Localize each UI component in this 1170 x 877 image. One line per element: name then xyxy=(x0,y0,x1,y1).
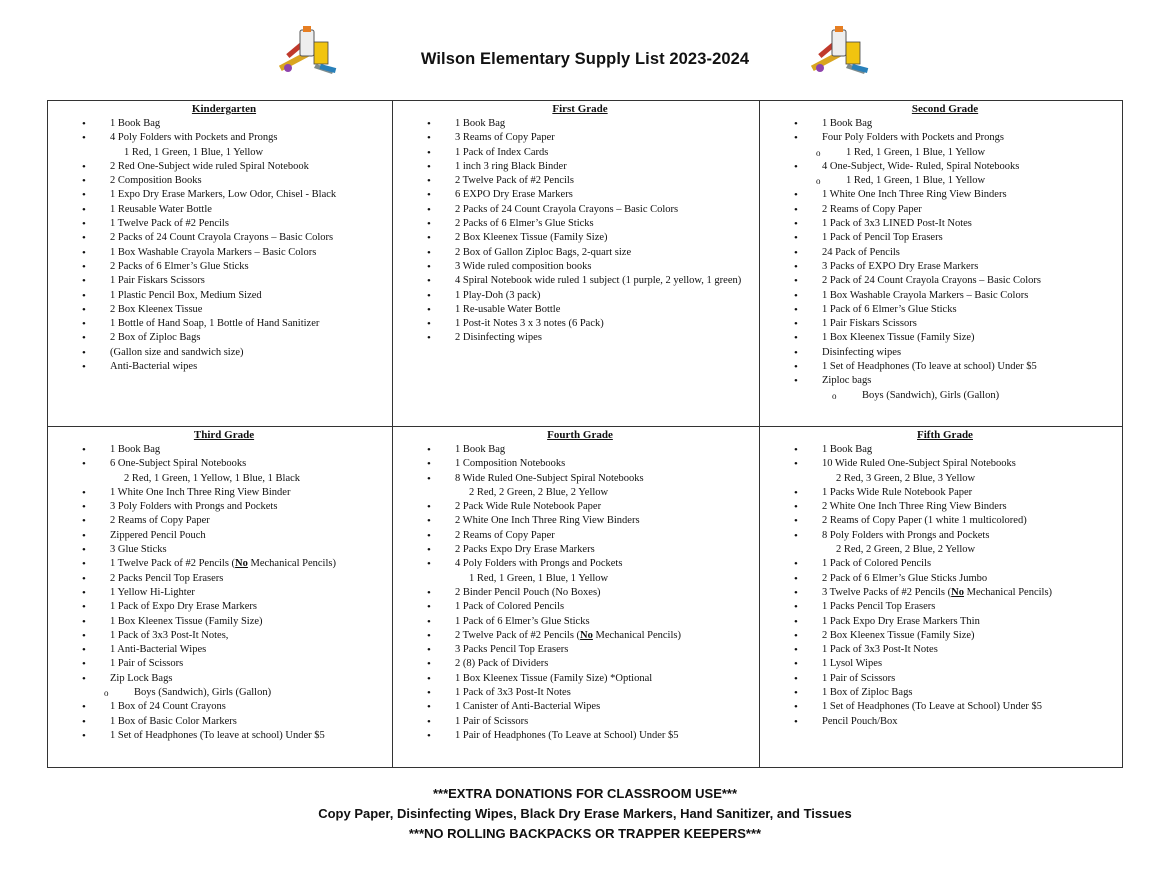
supply-item-text: 1 Red, 1 Green, 1 Blue, 1 Yellow xyxy=(846,146,986,158)
supply-item xyxy=(62,289,386,303)
supply-item xyxy=(62,117,386,131)
supply-item-text: 1 Pair of Scissors xyxy=(455,715,529,727)
supply-item-text: Pencil Pouch/Box xyxy=(822,715,898,727)
supply-item xyxy=(774,117,1116,131)
supply-item-text: 2 Red, 1 Green, 1 Yellow, 1 Blue, 1 Black xyxy=(124,472,301,484)
supply-item-text: 1 Red, 1 Green, 1 Blue, 1 Yellow xyxy=(846,175,986,187)
supply-item xyxy=(774,629,1116,643)
supply-item-text-after: Mechanical Pencils) xyxy=(963,586,1053,598)
supply-item xyxy=(774,174,1116,188)
supply-item-text: Disinfecting wipes xyxy=(822,346,902,358)
supply-item-text: 4 Poly Folders with Prongs and Pockets xyxy=(455,558,623,570)
supply-item-text: 1 Pack of Colored Pencils xyxy=(822,558,932,570)
supply-item xyxy=(407,331,753,345)
supply-item xyxy=(62,729,386,743)
supply-item xyxy=(407,514,753,528)
supply-item-text: 1 Lysol Wipes xyxy=(822,658,883,670)
supply-item xyxy=(407,457,753,471)
supply-item xyxy=(407,117,753,131)
supply-item-text: 1 Pack of 3x3 Post-It Notes, xyxy=(110,629,229,641)
supply-item-text: 2 Packs of 24 Count Crayola Crayons – Basic Colors xyxy=(455,203,679,215)
supply-item xyxy=(62,529,386,543)
supply-item-text: 1 Pack of Expo Dry Erase Markers xyxy=(110,601,257,613)
supply-item xyxy=(774,146,1116,160)
supply-item xyxy=(407,188,753,202)
supply-item xyxy=(407,586,753,600)
supply-item-text: 2 (8) Pack of Dividers xyxy=(455,658,549,670)
supply-item-text-after: Mechanical Pencils) xyxy=(592,629,681,641)
supply-item-text: 2 Reams of Copy Paper (1 white 1 multicolored) xyxy=(822,515,1027,527)
supply-item-text: 2 Packs of 6 Elmer’s Glue Sticks xyxy=(455,218,594,230)
footer-donations-items: Copy Paper, Disinfecting Wipes, Black Dry Erase Markers, Hand Sanitizer, and Tissues xyxy=(318,806,852,821)
supply-item xyxy=(774,231,1116,245)
supply-item xyxy=(407,443,753,457)
supply-item xyxy=(774,557,1116,571)
supply-item xyxy=(774,331,1116,345)
supply-item-text: 1 Pack Expo Dry Erase Markers Thin xyxy=(822,615,980,627)
supply-item xyxy=(407,729,753,743)
supply-item-text: 1 Pack of 3x3 LINED Post-It Notes xyxy=(822,218,972,230)
supply-item-text: 1 Pack of Index Cards xyxy=(455,146,549,158)
supply-item-text: 1 Pack of Colored Pencils xyxy=(455,601,565,613)
supply-item-text: 1 Pack of 6 Elmer’s Glue Sticks xyxy=(455,615,590,627)
supply-item-text: 3 Reams of Copy Paper xyxy=(455,132,555,144)
supply-item-text: Boys (Sandwich), Girls (Gallon) xyxy=(134,687,272,699)
supply-item xyxy=(774,543,1116,557)
supply-item xyxy=(774,303,1116,317)
supply-item xyxy=(407,317,753,331)
supply-item xyxy=(407,557,753,571)
supply-item xyxy=(774,600,1116,614)
supply-item-text: 24 Pack of Pencils xyxy=(822,246,900,258)
supply-item xyxy=(407,289,753,303)
supply-item xyxy=(62,346,386,360)
supply-item-text: 1 Book Bag xyxy=(822,118,873,129)
supply-item-text: 1 Red, 1 Green, 1 Blue, 1 Yellow xyxy=(469,572,609,584)
supply-item-text: 1 Pair of Headphones (To Leave at School) Under $5 xyxy=(455,729,679,741)
supply-item xyxy=(62,572,386,586)
supply-item-text: 8 Wide Ruled One-Subject Spiral Notebooks xyxy=(455,472,644,484)
supply-item xyxy=(407,529,753,543)
supply-item xyxy=(407,174,753,188)
supply-item-text: 1 Yellow Hi-Lighter xyxy=(110,586,195,598)
supply-item xyxy=(62,472,386,486)
supply-item-text: 1 Book Bag xyxy=(110,444,161,455)
supply-item-text: 2 Box of Ziploc Bags xyxy=(110,332,201,344)
supply-item-text: 3 Packs Pencil Top Erasers xyxy=(455,644,569,656)
supply-item-text: 1 Set of Headphones (To Leave at School) Under $5 xyxy=(822,701,1042,713)
supply-item-text: 2 Box Kleenex Tissue (Family Size) xyxy=(822,629,975,641)
supply-item-text: 1 White One Inch Three Ring View Binder xyxy=(110,486,291,498)
supply-item-text: 2 Reams of Copy Paper xyxy=(110,515,210,527)
supply-item-text: 2 Pack Wide Rule Notebook Paper xyxy=(455,501,602,513)
page-title: Wilson Elementary Supply List 2023-2024 xyxy=(420,50,750,68)
supply-item-text: (Gallon size and sandwich size) xyxy=(110,346,244,358)
supply-item xyxy=(774,274,1116,288)
supply-item xyxy=(774,529,1116,543)
supply-item xyxy=(774,672,1116,686)
supply-item xyxy=(62,643,386,657)
supply-item xyxy=(62,174,386,188)
supply-item-text: 1 Bottle of Hand Soap, 1 Bottle of Hand Sanitizer xyxy=(110,318,320,330)
supply-item xyxy=(774,289,1116,303)
supply-item-text: 1 Box Washable Crayola Markers – Basic Colors xyxy=(110,246,317,258)
supply-item xyxy=(774,657,1116,671)
supply-item xyxy=(774,500,1116,514)
supply-item xyxy=(774,246,1116,260)
supply-item-text: 3 Packs of EXPO Dry Erase Markers xyxy=(822,260,979,272)
supply-item xyxy=(774,389,1116,403)
supply-item xyxy=(407,260,753,274)
supply-item xyxy=(774,486,1116,500)
supply-item-text: Boys (Sandwich), Girls (Gallon) xyxy=(862,389,1000,401)
supply-item xyxy=(62,700,386,714)
supply-item-text: 1 Canister of Anti-Bacterial Wipes xyxy=(455,701,601,713)
supply-item xyxy=(62,629,386,643)
supply-item-text: 2 White One Inch Three Ring View Binders xyxy=(822,501,1007,513)
supply-item xyxy=(407,146,753,160)
supply-item-text: 1 inch 3 ring Black Binder xyxy=(455,160,567,172)
supply-item-text: 2 Red, 2 Green, 2 Blue, 2 Yellow xyxy=(469,486,609,498)
grade-cell-fourth-grade xyxy=(393,427,760,767)
grade-cell-fifth-grade xyxy=(760,427,1122,767)
supply-item-text: 1 Box Kleenex Tissue (Family Size) *Optional xyxy=(455,672,653,684)
supply-item xyxy=(62,500,386,514)
supply-item xyxy=(62,615,386,629)
supply-item xyxy=(62,443,386,457)
supply-item-text: 1 Pack of Pencil Top Erasers xyxy=(822,232,943,244)
supply-item xyxy=(62,586,386,600)
supply-item-text: 1 Set of Headphones (To leave at school) Under $5 xyxy=(110,729,325,741)
supply-item-text: 6 EXPO Dry Erase Markers xyxy=(455,189,573,201)
supply-item xyxy=(407,686,753,700)
footer-donations-heading: ***EXTRA DONATIONS FOR CLASSROOM USE*** xyxy=(432,786,738,801)
supply-item xyxy=(774,643,1116,657)
supply-item xyxy=(774,586,1116,600)
supply-item-text: 3 Wide ruled composition books xyxy=(455,260,592,272)
supply-item-text: 2 Box Kleenex Tissue xyxy=(110,303,203,315)
supply-item-text: 1 Red, 1 Green, 1 Blue, 1 Yellow xyxy=(124,146,264,158)
supply-item xyxy=(407,600,753,614)
supply-item-text: 2 Twelve Pack of #2 Pencils xyxy=(455,175,574,187)
supply-item xyxy=(407,246,753,260)
supply-item xyxy=(62,246,386,260)
supply-item xyxy=(62,543,386,557)
supply-item-text: 1 Plastic Pencil Box, Medium Sized xyxy=(110,289,262,301)
supply-item-text: 1 Packs Wide Rule Notebook Paper xyxy=(822,486,973,498)
supply-item-text: 2 White One Inch Three Ring View Binders xyxy=(455,515,640,527)
supply-item xyxy=(774,374,1116,388)
supply-item xyxy=(407,643,753,657)
supply-item xyxy=(62,457,386,471)
supply-list xyxy=(62,443,386,743)
grade-heading: First Grade xyxy=(552,103,608,115)
grade-cell-second-grade xyxy=(760,101,1122,427)
supply-item-text: 1 Pack of 3x3 Post-It Notes xyxy=(455,687,571,699)
supply-item xyxy=(407,715,753,729)
supply-item-text: 1 Box of Ziploc Bags xyxy=(822,687,913,699)
supply-item xyxy=(62,274,386,288)
supply-item-text: 1 Pack of 3x3 Post-It Notes xyxy=(822,644,938,656)
footer-notes xyxy=(0,784,1170,844)
supply-item xyxy=(62,203,386,217)
supply-item xyxy=(774,346,1116,360)
supply-item xyxy=(407,160,753,174)
supply-item-text: 2 Reams of Copy Paper xyxy=(822,203,922,215)
supply-item xyxy=(407,486,753,500)
supply-item xyxy=(774,131,1116,145)
no-emphasis: No xyxy=(580,629,593,641)
supply-item-text: 1 Expo Dry Erase Markers, Low Odor, Chisel - Black xyxy=(110,189,337,201)
supply-item-text: 2 Red One-Subject wide ruled Spiral Notebook xyxy=(110,160,309,172)
supply-item xyxy=(407,700,753,714)
supply-item-text: 2 Reams of Copy Paper xyxy=(455,529,555,541)
supply-item-text: 1 Re-usable Water Bottle xyxy=(455,303,561,315)
supply-item-text: 2 Red, 2 Green, 2 Blue, 2 Yellow xyxy=(836,544,976,556)
supply-item xyxy=(62,557,386,571)
grade-heading: Kindergarten xyxy=(191,103,257,115)
supply-item-text: 2 Pack of 6 Elmer’s Glue Sticks Jumbo xyxy=(822,572,988,584)
supply-item-text: 3 Twelve Packs of #2 Pencils ( xyxy=(822,586,952,598)
supply-item xyxy=(62,217,386,231)
supply-item xyxy=(774,203,1116,217)
supply-item-text: 1 Pair of Scissors xyxy=(110,658,184,670)
supply-item-text: 1 Anti-Bacterial Wipes xyxy=(110,644,207,656)
grade-heading: Third Grade xyxy=(193,429,255,441)
grade-heading: Fifth Grade xyxy=(917,429,973,441)
supply-item xyxy=(62,317,386,331)
supply-item-text: 2 Box Kleenex Tissue (Family Size) xyxy=(455,232,608,244)
supply-item-text: 1 Book Bag xyxy=(110,118,161,129)
supply-item-text: 1 Book Bag xyxy=(455,444,506,455)
supply-item xyxy=(774,700,1116,714)
supply-item-text: Zippered Pencil Pouch xyxy=(110,529,206,541)
supply-item-text: 4 Poly Folders with Pockets and Prongs xyxy=(110,132,278,144)
supply-item-text: 2 Red, 3 Green, 2 Blue, 3 Yellow xyxy=(836,472,976,484)
supply-item xyxy=(774,514,1116,528)
grade-cell-third-grade xyxy=(48,427,393,767)
supply-item xyxy=(774,686,1116,700)
no-emphasis: No xyxy=(951,586,964,598)
supply-item-text: 2 Packs Expo Dry Erase Markers xyxy=(455,544,595,556)
supply-item-text: Zip Lock Bags xyxy=(110,672,173,684)
supply-item-text: 1 Box Washable Crayola Markers – Basic Colors xyxy=(822,289,1029,301)
supply-item xyxy=(62,715,386,729)
page-header xyxy=(0,0,1170,100)
grade-heading: Second Grade xyxy=(911,103,979,115)
supply-item xyxy=(62,231,386,245)
supply-item-text: 1 Reusable Water Bottle xyxy=(110,203,212,215)
supply-item-text-after: Mechanical Pencils) xyxy=(247,558,336,570)
supply-item xyxy=(62,131,386,145)
supply-item xyxy=(774,217,1116,231)
grade-heading: Fourth Grade xyxy=(547,429,613,441)
supply-item xyxy=(62,146,386,160)
supply-item xyxy=(774,457,1116,471)
supply-item xyxy=(774,317,1116,331)
supply-item-text: Anti-Bacterial wipes xyxy=(110,361,198,373)
grade-cell-first-grade xyxy=(393,101,760,427)
supply-item-text: Four Poly Folders with Pockets and Prongs xyxy=(822,132,1005,144)
supply-item-text: 4 One-Subject, Wide- Ruled, Spiral Notebooks xyxy=(822,160,1020,172)
supply-item xyxy=(407,203,753,217)
supply-item-text: 1 Box Kleenex Tissue (Family Size) xyxy=(822,332,975,344)
supply-item-text: 1 Box Kleenex Tissue (Family Size) xyxy=(110,615,263,627)
supply-item xyxy=(62,486,386,500)
supply-item-text: 1 Play-Doh (3 pack) xyxy=(455,289,541,301)
supply-list xyxy=(407,443,753,743)
supply-list xyxy=(407,117,753,346)
supply-item-text: 1 Twelve Pack of #2 Pencils ( xyxy=(110,558,236,570)
supply-item-text: 2 Composition Books xyxy=(110,175,202,187)
supply-item-text: 2 Box of Gallon Ziploc Bags, 2-quart size xyxy=(455,246,632,258)
supply-item-text: 4 Spiral Notebook wide ruled 1 subject (1 purple, 2 yellow, 1 green) xyxy=(455,275,742,287)
supply-item-text: 2 Pack of 24 Count Crayola Crayons – Basic Colors xyxy=(822,275,1042,287)
grade-cell-kindergarten xyxy=(48,101,393,427)
supply-item-text: 1 Pack of 6 Elmer’s Glue Sticks xyxy=(822,303,957,315)
supply-item-text: 1 Composition Notebooks xyxy=(455,458,566,470)
supply-item xyxy=(407,672,753,686)
supply-item xyxy=(774,472,1116,486)
supply-item-text: 1 White One Inch Three Ring View Binders xyxy=(822,189,1007,201)
supply-list xyxy=(62,117,386,374)
supply-item-text: 1 Box of Basic Color Markers xyxy=(110,715,237,727)
supply-item-text: 1 Post-it Notes 3 x 3 notes (6 Pack) xyxy=(455,318,604,330)
supply-item-text: 1 Pair of Scissors xyxy=(822,672,896,684)
supply-item-text: 1 Twelve Pack of #2 Pencils xyxy=(110,218,229,230)
supply-item xyxy=(774,260,1116,274)
supply-item xyxy=(62,600,386,614)
supply-item xyxy=(407,572,753,586)
no-emphasis: No xyxy=(235,558,248,570)
supply-item xyxy=(407,657,753,671)
supply-item xyxy=(62,188,386,202)
supply-item xyxy=(407,131,753,145)
supply-item-text: 2 Packs of 6 Elmer’s Glue Sticks xyxy=(110,260,249,272)
supply-item xyxy=(62,686,386,700)
supply-item xyxy=(407,629,753,643)
supply-item-text: 1 Pair Fiskars Scissors xyxy=(110,275,205,287)
supply-item-text: 10 Wide Ruled One-Subject Spiral Notebooks xyxy=(822,458,1016,470)
supply-grid xyxy=(47,100,1123,768)
supply-item-text: 1 Box of 24 Count Crayons xyxy=(110,701,226,713)
supply-item xyxy=(62,160,386,174)
supply-item xyxy=(407,615,753,629)
supply-list xyxy=(774,443,1116,729)
supply-item-text: 3 Glue Sticks xyxy=(110,544,167,556)
supply-item xyxy=(407,472,753,486)
supply-item xyxy=(407,303,753,317)
supply-item xyxy=(774,443,1116,457)
supply-item-text: 8 Poly Folders with Prongs and Pockets xyxy=(822,529,990,541)
supply-item-text: 2 Packs Pencil Top Erasers xyxy=(110,572,224,584)
supply-item xyxy=(62,303,386,317)
supply-item xyxy=(62,672,386,686)
supply-item xyxy=(62,360,386,374)
supply-item-text: 2 Twelve Pack of #2 Pencils ( xyxy=(455,629,581,641)
supply-item xyxy=(62,331,386,345)
supply-item-text: 3 Poly Folders with Prongs and Pockets xyxy=(110,501,278,513)
supply-item-text: 1 Set of Headphones (To leave at school) Under $5 xyxy=(822,361,1037,373)
supply-item-text: 2 Packs of 24 Count Crayola Crayons – Basic Colors xyxy=(110,232,334,244)
supply-list xyxy=(774,117,1116,403)
supply-item xyxy=(407,231,753,245)
supply-item xyxy=(62,260,386,274)
supply-item xyxy=(407,274,753,288)
supply-item xyxy=(774,615,1116,629)
supply-item-text: 1 Packs Pencil Top Erasers xyxy=(822,601,936,613)
supply-item xyxy=(62,514,386,528)
supply-item xyxy=(407,500,753,514)
supply-item-text: 2 Binder Pencil Pouch (No Boxes) xyxy=(455,586,601,598)
supply-item-text: 2 Disinfecting wipes xyxy=(455,332,542,344)
supply-item-text: 1 Book Bag xyxy=(455,118,506,129)
supply-item xyxy=(407,543,753,557)
supply-item-text: 6 One-Subject Spiral Notebooks xyxy=(110,458,247,470)
supply-item-text: 1 Pair Fiskars Scissors xyxy=(822,318,917,330)
supply-item xyxy=(774,188,1116,202)
supply-item xyxy=(774,572,1116,586)
supply-item xyxy=(774,360,1116,374)
footer-backpack-notice: ***NO ROLLING BACKPACKS OR TRAPPER KEEPERS*** xyxy=(408,826,762,841)
supply-item-text: Ziploc bags xyxy=(822,375,872,387)
supply-item xyxy=(774,715,1116,729)
supply-item xyxy=(774,160,1116,174)
supply-item xyxy=(407,217,753,231)
supply-item xyxy=(62,657,386,671)
supply-item-text: 1 Book Bag xyxy=(822,444,873,455)
